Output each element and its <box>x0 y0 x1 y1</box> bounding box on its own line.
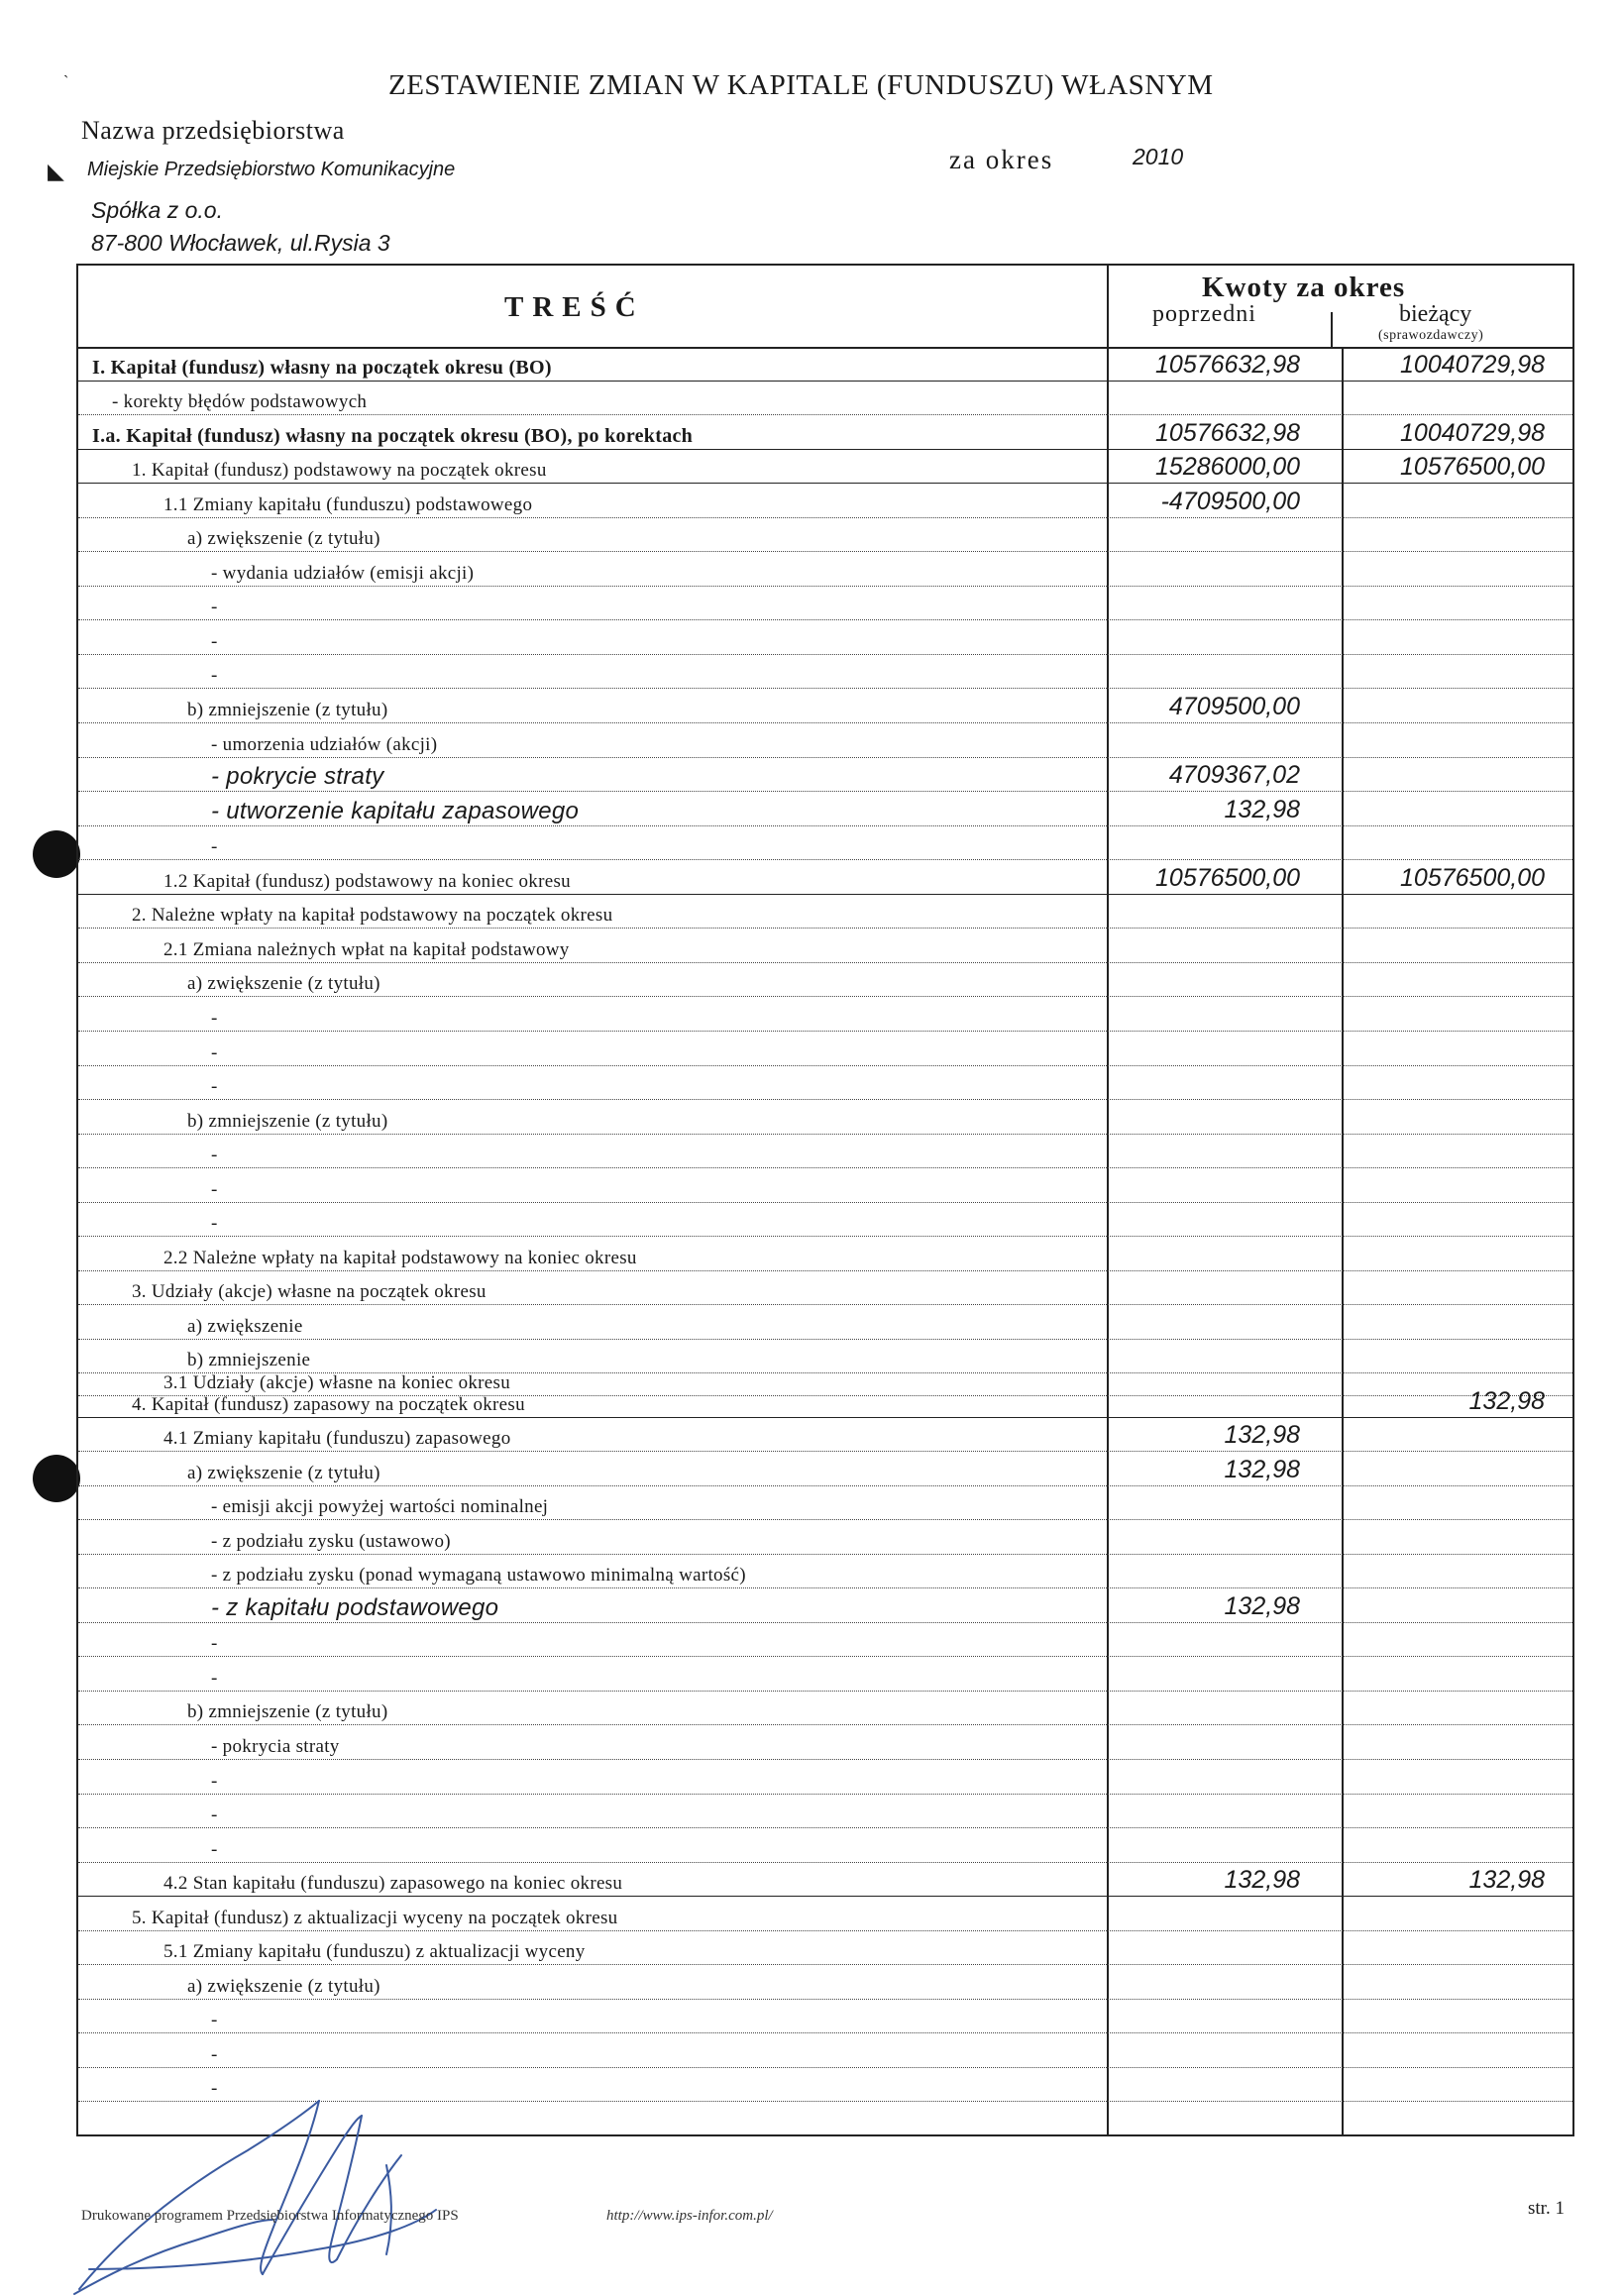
header-amounts: Kwoty za okres <box>1202 272 1406 303</box>
table-row <box>78 1897 1572 1931</box>
row-label: b) zmniejszenie <box>187 1350 311 1371</box>
table-row <box>78 723 1572 758</box>
table-row <box>78 1588 1572 1623</box>
row-label: - <box>211 665 218 687</box>
value-previous: 10576500,00 <box>1155 863 1300 892</box>
table-row <box>78 1555 1572 1589</box>
page-number: str. 1 <box>1528 2198 1565 2219</box>
row-label: 1. Kapitał (fundusz) podstawowy na początek okresu <box>132 460 547 482</box>
row-label: - <box>211 1804 218 1826</box>
value-previous: 10576632,98 <box>1155 350 1300 379</box>
row-label: b) zmniejszenie (z tytułu) <box>187 1110 388 1132</box>
table-row <box>78 1386 1572 1418</box>
table-row <box>78 2000 1572 2034</box>
header-divider <box>1331 312 1333 347</box>
table-row <box>78 895 1572 929</box>
table-row <box>78 1828 1572 1863</box>
row-label: - wydania udziałów (emisji akcji) <box>211 562 475 584</box>
table-header <box>78 266 1572 347</box>
row-label: 3. Udziały (akcje) własne na początek okresu <box>132 1281 487 1303</box>
row-label: - <box>211 2043 218 2065</box>
row-label: - z kapitału podstawowego <box>211 1593 499 1621</box>
value-previous: 4709500,00 <box>1168 693 1300 721</box>
row-label: - utworzenie kapitału zapasowego <box>211 797 580 824</box>
row-label: - <box>211 1178 218 1200</box>
value-previous: 10576632,98 <box>1155 418 1300 447</box>
row-label: - <box>211 1213 218 1235</box>
table-row <box>78 1305 1572 1340</box>
row-label: 3.1 Udziały (akcje) własne na koniec okresu <box>163 1371 511 1393</box>
table-row <box>78 826 1572 861</box>
table-row <box>78 620 1572 655</box>
table-row <box>78 1520 1572 1555</box>
table-row <box>78 1760 1572 1795</box>
row-label: - <box>211 2010 218 2031</box>
row-label: - z podziału zysku (ponad wymaganą ustawowo minimalną wartość) <box>211 1565 746 1586</box>
table-row <box>78 1032 1572 1066</box>
table-row <box>78 655 1572 690</box>
equity-changes-table <box>76 264 1574 2136</box>
table-row <box>78 1725 1572 1760</box>
table-row <box>78 484 1572 518</box>
row-label: 2. Należne wpłaty na kapitał podstawowy na początek okresu <box>132 905 613 927</box>
company-form: Spółka z o.o. <box>91 197 223 223</box>
row-label: - <box>211 1076 218 1098</box>
table-row <box>78 929 1572 963</box>
table-row <box>78 1271 1572 1306</box>
period-value: 2010 <box>1133 144 1184 169</box>
table-row <box>78 1371 1572 1396</box>
row-label: - pokrycia straty <box>211 1735 340 1757</box>
table-row <box>78 518 1572 553</box>
row-label: a) zwiększenie (z tytułu) <box>187 1462 380 1483</box>
table-row <box>78 1657 1572 1692</box>
value-previous: -4709500,00 <box>1160 487 1300 515</box>
table-row <box>78 1203 1572 1238</box>
value-current: 132,98 <box>1468 1386 1545 1415</box>
punch-hole <box>33 1455 80 1502</box>
row-label: 2.2 Należne wpłaty na kapitał podstawowy na koniec okresu <box>163 1247 637 1268</box>
row-label: - z podziału zysku (ustawowo) <box>211 1530 451 1552</box>
row-label: 1.1 Zmiany kapitału (funduszu) podstawowego <box>163 493 533 515</box>
table-row <box>78 1100 1572 1135</box>
value-previous: 132,98 <box>1224 1591 1300 1620</box>
row-label: - <box>211 1770 218 1792</box>
row-label: - <box>211 1633 218 1655</box>
value-current: 10040729,98 <box>1400 418 1545 447</box>
value-previous: 132,98 <box>1224 1421 1300 1450</box>
row-label: I.a. Kapitał (fundusz) własny na początek okresu (BO), po korektach <box>92 424 694 447</box>
table-row <box>78 450 1572 485</box>
value-previous: 132,98 <box>1224 795 1300 823</box>
table-row <box>78 347 1572 382</box>
table-row <box>78 1931 1572 1966</box>
row-label: - <box>211 1145 218 1166</box>
table-row <box>78 963 1572 998</box>
table-row <box>78 587 1572 621</box>
value-current: 10576500,00 <box>1400 453 1545 482</box>
value-current: 10576500,00 <box>1400 863 1545 892</box>
company-name: Miejskie Przedsiębiorstwo Komunikacyjne <box>87 159 456 180</box>
row-label: a) zwiększenie (z tytułu) <box>187 1975 380 1997</box>
value-previous: 15286000,00 <box>1155 453 1300 482</box>
footer-url: http://www.ips-infor.com.pl/ <box>606 2208 773 2224</box>
table-row <box>78 1452 1572 1486</box>
row-label: 4.1 Zmiany kapitału (funduszu) zapasowego <box>163 1428 511 1450</box>
margin-mark: ◣ <box>48 159 64 183</box>
table-row <box>78 792 1572 826</box>
row-label: - <box>211 2078 218 2100</box>
table-row <box>78 1135 1572 1169</box>
row-label: - korekty błędów podstawowych <box>112 391 368 413</box>
value-previous: 132,98 <box>1224 1455 1300 1483</box>
table-row <box>78 758 1572 793</box>
row-label: - pokrycie straty <box>211 763 384 791</box>
period-label: za okres <box>949 145 1054 174</box>
punch-hole <box>33 830 80 878</box>
table-row <box>78 1237 1572 1271</box>
value-previous: 4709367,02 <box>1168 761 1300 790</box>
row-label: - umorzenia udziałów (akcji) <box>211 733 438 755</box>
tick-mark: ` <box>63 73 69 90</box>
header-content: TREŚĆ <box>504 291 645 323</box>
row-label: b) zmniejszenie (z tytułu) <box>187 700 388 721</box>
row-label: 5.1 Zmiany kapitału (funduszu) z aktualizacji wyceny <box>163 1941 586 1963</box>
row-label: a) zwiększenie <box>187 1315 303 1337</box>
table-row <box>78 690 1572 724</box>
table-row <box>78 1795 1572 1829</box>
row-label: I. Kapitał (fundusz) własny na początek okresu (BO) <box>92 356 552 379</box>
table-row <box>78 1168 1572 1203</box>
table-row <box>78 1066 1572 1101</box>
row-label: b) zmniejszenie (z tytułu) <box>187 1701 388 1723</box>
value-previous: 132,98 <box>1224 1866 1300 1895</box>
row-label: 4. Kapitał (fundusz) zapasowy na początek okresu <box>132 1393 525 1415</box>
table-row <box>78 552 1572 587</box>
table-row <box>78 1486 1572 1521</box>
row-label: 5. Kapitał (fundusz) z aktualizacji wyceny na początek okresu <box>132 1907 618 1928</box>
table-row <box>78 860 1572 895</box>
row-label: - emisji akcji powyżej wartości nominalnej <box>211 1496 549 1518</box>
row-label: 4.2 Stan kapitału (funduszu) zapasowego na koniec okresu <box>163 1873 623 1895</box>
header-current: bieżący <box>1399 301 1472 327</box>
header-previous: poprzedni <box>1152 301 1256 327</box>
row-label: - <box>211 1838 218 1860</box>
footer-printed-by: Drukowane programem Przedsiębiorstwa Informatycznego IPS <box>81 2208 459 2224</box>
row-label: - <box>211 597 218 618</box>
table-row <box>78 415 1572 450</box>
row-label: - <box>211 1007 218 1029</box>
row-label: 1.2 Kapitał (fundusz) podstawowy na koniec okresu <box>163 870 571 892</box>
table-row <box>78 1692 1572 1726</box>
document-title: ZESTAWIENIE ZMIAN W KAPITALE (FUNDUSZU) WŁASNYM <box>388 69 1214 101</box>
value-current: 132,98 <box>1468 1866 1545 1895</box>
row-label: - <box>211 1041 218 1063</box>
row-label: a) zwiększenie (z tytułu) <box>187 973 380 995</box>
table-row <box>78 1863 1572 1898</box>
table-row <box>78 1623 1572 1658</box>
company-address: 87-800 Włocławek, ul.Rysia 3 <box>91 230 390 256</box>
row-label: 2.1 Zmiana należnych wpłat na kapitał podstawowy <box>163 938 570 960</box>
table-row <box>78 2033 1572 2068</box>
header-current-sub: (sprawozdawczy) <box>1378 328 1484 343</box>
table-row <box>78 382 1572 416</box>
table-row <box>78 1965 1572 2000</box>
signature <box>59 2071 555 2296</box>
value-current: 10040729,98 <box>1400 350 1545 379</box>
company-label: Nazwa przedsiębiorstwa <box>81 116 345 145</box>
row-label: - <box>211 1667 218 1689</box>
row-label: a) zwiększenie (z tytułu) <box>187 528 380 550</box>
table-row <box>78 1418 1572 1453</box>
table-row <box>78 1340 1572 1374</box>
row-label: - <box>211 630 218 652</box>
table-row <box>78 997 1572 1032</box>
row-label: - <box>211 836 218 858</box>
